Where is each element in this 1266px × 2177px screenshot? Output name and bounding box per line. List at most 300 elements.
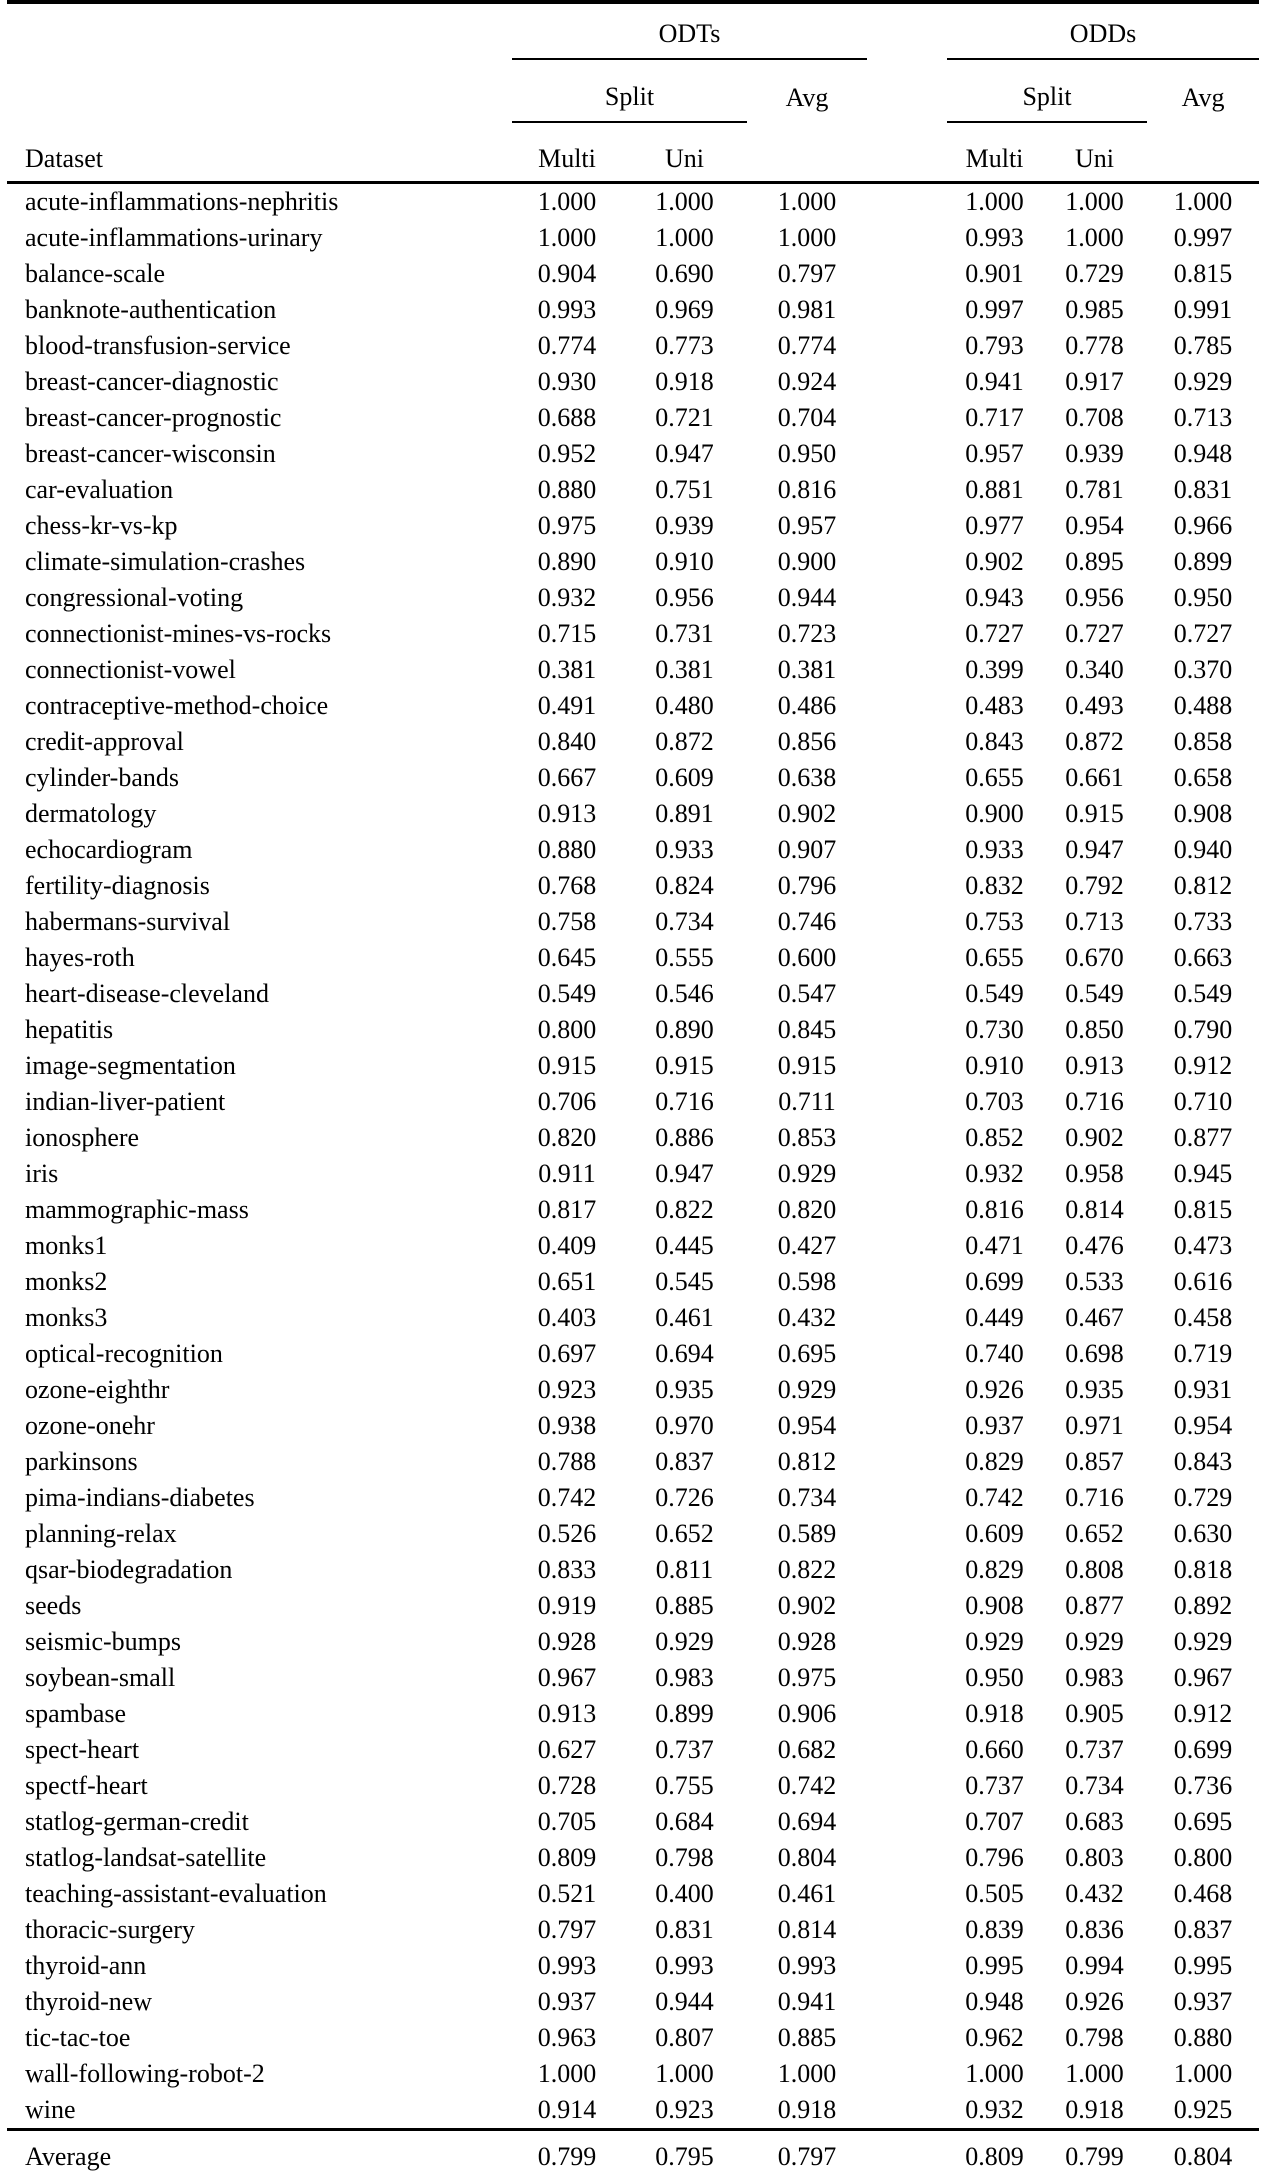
dataset-name: acute-inflammations-nephritis xyxy=(25,187,339,216)
odds-value-avg: 0.815 xyxy=(1173,1195,1233,1224)
odds-value-uni: 0.956 xyxy=(1065,583,1124,612)
odds-value-avg: 0.468 xyxy=(1173,1879,1233,1908)
row-gap xyxy=(867,1660,947,1696)
table-body xyxy=(7,183,1259,2130)
odts-value-avg: 0.816 xyxy=(777,475,837,504)
odts-value-multi: 0.890 xyxy=(537,547,597,576)
row-gap xyxy=(867,292,947,328)
row-gap xyxy=(867,1156,947,1192)
odts-value-avg: 0.694 xyxy=(777,1807,837,1836)
dataset-name: statlog-german-credit xyxy=(25,1807,249,1836)
row-gap xyxy=(867,436,947,472)
table-row xyxy=(7,616,1259,652)
odds-value-avg: 0.954 xyxy=(1173,1411,1233,1440)
odds-value-avg: 0.785 xyxy=(1173,331,1233,360)
split-header-odts xyxy=(512,59,747,122)
odts-value-avg: 0.432 xyxy=(777,1303,837,1332)
odts-value-uni: 0.461 xyxy=(655,1303,714,1332)
odds-value-uni: 0.850 xyxy=(1065,1015,1124,1044)
odds-value-uni: 0.877 xyxy=(1065,1591,1124,1620)
odds-value-avg: 1.000 xyxy=(1173,187,1233,216)
dataset-name: fertility-diagnosis xyxy=(25,871,210,900)
odts-value-uni: 0.694 xyxy=(655,1339,714,1368)
odds-value-multi: 0.997 xyxy=(965,295,1024,324)
table-row xyxy=(7,724,1259,760)
odts-value-uni: 0.652 xyxy=(655,1519,714,1548)
table-row xyxy=(7,256,1259,292)
odds-value-avg: 0.940 xyxy=(1173,835,1233,864)
table-row xyxy=(7,1372,1259,1408)
odts-value-multi: 0.967 xyxy=(537,1663,597,1692)
odds-value-uni: 0.729 xyxy=(1065,259,1124,288)
odds-value-multi: 0.933 xyxy=(965,835,1024,864)
odts-value-uni: 0.910 xyxy=(655,547,714,576)
row-gap xyxy=(867,2056,947,2092)
dataset-name: wall-following-robot-2 xyxy=(25,2059,265,2088)
table-row xyxy=(7,1732,1259,1768)
odds-value-avg: 0.699 xyxy=(1173,1735,1233,1764)
row-gap xyxy=(867,1408,947,1444)
odds-value-avg: 0.912 xyxy=(1173,1051,1233,1080)
group-header-odts xyxy=(512,2,867,59)
row-gap xyxy=(867,652,947,688)
odds-value-multi: 0.717 xyxy=(965,403,1024,432)
odts-value-uni: 0.755 xyxy=(655,1771,714,1800)
odds-value-multi: 0.926 xyxy=(965,1375,1024,1404)
odds-value-uni: 0.716 xyxy=(1065,1087,1124,1116)
odts-value-uni: 0.798 xyxy=(655,1843,714,1872)
row-gap xyxy=(867,400,947,436)
odds-value-uni: 0.698 xyxy=(1065,1339,1124,1368)
dataset-name: mammographic-mass xyxy=(25,1195,249,1224)
odts-value-uni: 0.807 xyxy=(655,2023,714,2052)
odds-value-uni: 1.000 xyxy=(1065,187,1124,216)
odts-value-uni: 0.918 xyxy=(655,367,714,396)
table-row xyxy=(7,760,1259,796)
odds-value-uni: 0.994 xyxy=(1065,1951,1124,1980)
table-row xyxy=(7,1552,1259,1588)
odds-value-avg: 0.695 xyxy=(1173,1807,1233,1836)
odds-value-uni: 0.533 xyxy=(1065,1267,1124,1296)
odds-value-multi: 0.852 xyxy=(965,1123,1024,1152)
odts-value-multi: 0.768 xyxy=(537,871,597,900)
average-label: Average xyxy=(25,2142,112,2171)
header-spacer xyxy=(7,59,512,122)
dataset-name: spectf-heart xyxy=(25,1771,148,1800)
table-row xyxy=(7,1948,1259,1984)
table-row xyxy=(7,1444,1259,1480)
odds-value-avg: 0.925 xyxy=(1173,2095,1233,2124)
odds-value-uni: 0.935 xyxy=(1065,1375,1124,1404)
dataset-name: seismic-bumps xyxy=(25,1627,181,1656)
odts-value-avg: 0.682 xyxy=(777,1735,837,1764)
row-gap xyxy=(867,1876,947,1912)
odts-value-avg: 0.954 xyxy=(777,1411,837,1440)
odds-value-uni: 0.716 xyxy=(1065,1483,1124,1512)
odts-value-uni: 1.000 xyxy=(655,223,714,252)
odts-value-multi: 0.915 xyxy=(537,1051,597,1080)
row-gap xyxy=(867,796,947,832)
row-gap xyxy=(867,616,947,652)
odds-value-uni: 0.857 xyxy=(1065,1447,1124,1476)
odts-value-multi: 0.932 xyxy=(537,583,597,612)
table-row xyxy=(7,220,1259,256)
odds-value-uni: 1.000 xyxy=(1065,223,1124,252)
odts-value-uni: 0.915 xyxy=(655,1051,714,1080)
odds-value-avg: 0.736 xyxy=(1173,1771,1233,1800)
odts-value-uni: 0.445 xyxy=(655,1231,714,1260)
odts-value-avg: 0.929 xyxy=(777,1159,837,1188)
odts-value-avg: 0.797 xyxy=(777,259,837,288)
dataset-name: indian-liver-patient xyxy=(25,1087,226,1116)
odds-value-avg: 0.729 xyxy=(1173,1483,1233,1512)
row-gap xyxy=(867,183,947,221)
odds-value-avg: 0.929 xyxy=(1173,1627,1233,1656)
odds-value-multi: 0.609 xyxy=(965,1519,1024,1548)
row-gap xyxy=(867,1804,947,1840)
dataset-name: hayes-roth xyxy=(25,943,135,972)
odts-value-uni: 0.716 xyxy=(655,1087,714,1116)
odds-value-avg: 0.549 xyxy=(1173,979,1233,1008)
table-row xyxy=(7,1660,1259,1696)
table-row xyxy=(7,1984,1259,2020)
odts-value-avg: 0.929 xyxy=(777,1375,837,1404)
odds-value-avg: 0.658 xyxy=(1173,763,1233,792)
odds-value-uni: 0.939 xyxy=(1065,439,1124,468)
odts-value-avg: 0.981 xyxy=(777,295,837,324)
odts-value-avg: 0.461 xyxy=(777,1879,837,1908)
row-gap xyxy=(867,328,947,364)
odts-value-avg: 0.918 xyxy=(777,2095,837,2124)
odds-value-avg: 0.899 xyxy=(1173,547,1233,576)
odts-value-avg: 0.900 xyxy=(777,547,837,576)
odds-value-uni: 0.683 xyxy=(1065,1807,1124,1836)
odts-value-avg: 0.902 xyxy=(777,799,837,828)
dataset-name: monks1 xyxy=(25,1231,108,1260)
odds-value-multi: 0.839 xyxy=(965,1915,1024,1944)
odts-value-avg: 0.804 xyxy=(777,1843,837,1872)
dataset-name: tic-tac-toe xyxy=(25,2023,131,2052)
table-header xyxy=(7,2,1259,183)
dataset-name: qsar-biodegradation xyxy=(25,1555,233,1584)
odts-value-uni: 0.811 xyxy=(655,1555,714,1584)
odds-value-multi: 0.737 xyxy=(965,1771,1024,1800)
odds-value-uni: 0.549 xyxy=(1065,979,1124,1008)
row-gap xyxy=(867,1480,947,1516)
odts-value-multi: 0.491 xyxy=(537,691,597,720)
odts-value-uni: 0.684 xyxy=(655,1807,714,1836)
header-spacer xyxy=(747,122,867,183)
odds-value-uni: 0.798 xyxy=(1065,2023,1124,2052)
odts-value-avg: 0.924 xyxy=(777,367,837,396)
odds-value-uni: 0.713 xyxy=(1065,907,1124,936)
dataset-name: iris xyxy=(25,1159,59,1188)
odds-value-uni: 0.954 xyxy=(1065,511,1124,540)
row-gap xyxy=(867,1588,947,1624)
odds-value-avg: 0.727 xyxy=(1173,619,1233,648)
odts-value-uni: 0.381 xyxy=(655,655,714,684)
odts-value-avg: 0.638 xyxy=(777,763,837,792)
odds-value-uni: 0.670 xyxy=(1065,943,1124,972)
odts-value-avg: 0.885 xyxy=(777,2023,837,2052)
odts-value-multi: 0.728 xyxy=(537,1771,597,1800)
odts-value-multi: 0.742 xyxy=(537,1483,597,1512)
odds-value-avg: 0.877 xyxy=(1173,1123,1233,1152)
odds-value-avg: 0.967 xyxy=(1173,1663,1233,1692)
odts-value-avg: 0.774 xyxy=(777,331,837,360)
odds-value-multi: 0.941 xyxy=(965,367,1024,396)
row-gap xyxy=(867,904,947,940)
odts-value-multi: 0.840 xyxy=(537,727,597,756)
odts-value-uni: 0.929 xyxy=(655,1627,714,1656)
row-gap xyxy=(867,220,947,256)
header-row-split xyxy=(7,59,1259,122)
odds-value-multi: 0.881 xyxy=(965,475,1024,504)
table-row xyxy=(7,1696,1259,1732)
odds-multi-column-header: Multi xyxy=(965,144,1024,173)
odds-value-multi: 0.962 xyxy=(965,2023,1024,2052)
odds-value-uni: 1.000 xyxy=(1065,2059,1124,2088)
row-gap xyxy=(867,472,947,508)
odts-value-avg: 0.812 xyxy=(777,1447,837,1476)
odts-value-uni: 0.886 xyxy=(655,1123,714,1152)
odts-value-uni: 0.993 xyxy=(655,1951,714,1980)
odds-value-multi: 0.730 xyxy=(965,1015,1024,1044)
odts-value-uni: 0.721 xyxy=(655,403,714,432)
odds-value-uni: 0.467 xyxy=(1065,1303,1124,1332)
dataset-name: climate-simulation-crashes xyxy=(25,547,306,576)
odds-value-uni: 0.734 xyxy=(1065,1771,1124,1800)
dataset-name: credit-approval xyxy=(25,727,184,756)
row-gap xyxy=(867,1732,947,1768)
odts-value-uni: 0.891 xyxy=(655,799,714,828)
odts-value-uni: 0.546 xyxy=(655,979,714,1008)
odds-value-avg: 0.488 xyxy=(1173,691,1233,720)
odts-value-uni: 0.824 xyxy=(655,871,714,900)
odts-value-multi: 0.904 xyxy=(537,259,597,288)
odts-value-uni: 0.923 xyxy=(655,2095,714,2124)
odts-value-multi: 0.788 xyxy=(537,1447,597,1476)
odds-value-uni: 0.803 xyxy=(1065,1843,1124,1872)
odts-value-uni: 0.726 xyxy=(655,1483,714,1512)
odts-value-multi: 0.833 xyxy=(537,1555,597,1584)
odts-value-avg: 0.993 xyxy=(777,1951,837,1980)
dataset-name: seeds xyxy=(25,1591,82,1620)
odds-value-uni: 0.708 xyxy=(1065,403,1124,432)
odds-value-multi: 0.918 xyxy=(965,1699,1024,1728)
odts-value-multi: 0.705 xyxy=(537,1807,597,1836)
odts-value-avg: 0.853 xyxy=(777,1123,837,1152)
dataset-name: planning-relax xyxy=(25,1519,177,1548)
table-row xyxy=(7,2020,1259,2056)
odts-value-multi: 0.993 xyxy=(537,1951,597,1980)
odds-value-uni: 0.917 xyxy=(1065,367,1124,396)
odds-value-uni: 0.737 xyxy=(1065,1735,1124,1764)
odts-value-avg: 0.598 xyxy=(777,1267,837,1296)
row-gap xyxy=(867,1840,947,1876)
odts-value-uni: 0.737 xyxy=(655,1735,714,1764)
dataset-name: cylinder-bands xyxy=(25,763,179,792)
dataset-name: teaching-assistant-evaluation xyxy=(25,1879,327,1908)
dataset-name: ionosphere xyxy=(25,1123,140,1152)
odts-value-uni: 0.831 xyxy=(655,1915,714,1944)
odds-value-multi: 0.829 xyxy=(965,1555,1024,1584)
odts-value-avg: 0.796 xyxy=(777,871,837,900)
dataset-name: chess-kr-vs-kp xyxy=(25,511,178,540)
row-gap xyxy=(867,1264,947,1300)
odds-value-multi: 0.910 xyxy=(965,1051,1024,1080)
odts-value-uni: 1.000 xyxy=(655,2059,714,2088)
odts-value-avg: 0.427 xyxy=(777,1231,837,1260)
odds-value-uni: 0.476 xyxy=(1065,1231,1124,1260)
row-gap xyxy=(867,1012,947,1048)
odds-value-multi: 0.977 xyxy=(965,511,1024,540)
odds-value-multi: 0.993 xyxy=(965,223,1024,252)
odts-value-multi: 0.928 xyxy=(537,1627,597,1656)
row-gap xyxy=(867,1300,947,1336)
dataset-name: connectionist-vowel xyxy=(25,655,236,684)
odts-value-uni: 0.970 xyxy=(655,1411,714,1440)
odds-value-avg: 0.812 xyxy=(1173,871,1233,900)
table-row xyxy=(7,1120,1259,1156)
odts-value-multi: 0.911 xyxy=(538,1159,596,1188)
odts-value-multi: 0.938 xyxy=(537,1411,597,1440)
odds-value-avg: 0.912 xyxy=(1173,1699,1233,1728)
odts-value-multi: 0.919 xyxy=(537,1591,597,1620)
dataset-name: connectionist-mines-vs-rocks xyxy=(25,619,332,648)
row-gap xyxy=(867,1120,947,1156)
odds-value-avg: 0.458 xyxy=(1173,1303,1233,1332)
odts-value-avg: 0.950 xyxy=(777,439,837,468)
odds-value-multi: 0.943 xyxy=(965,583,1024,612)
row-gap xyxy=(867,1696,947,1732)
row-gap xyxy=(867,2092,947,2130)
odts-value-uni: 1.000 xyxy=(655,187,714,216)
odds-value-uni: 0.958 xyxy=(1065,1159,1124,1188)
odds-value-multi: 0.902 xyxy=(965,547,1024,576)
odds-value-uni: 0.929 xyxy=(1065,1627,1124,1656)
table-row xyxy=(7,1480,1259,1516)
odds-value-multi: 0.900 xyxy=(965,799,1024,828)
odds-value-avg: 0.815 xyxy=(1173,259,1233,288)
odds-value-uni: 0.727 xyxy=(1065,619,1124,648)
odds-value-uni: 0.432 xyxy=(1065,1879,1124,1908)
row-gap xyxy=(867,1516,947,1552)
odds-value-avg: 0.818 xyxy=(1173,1555,1233,1584)
odts-value-avg: 0.845 xyxy=(777,1015,837,1044)
odts-value-multi: 0.880 xyxy=(537,835,597,864)
odds-value-multi: 0.816 xyxy=(965,1195,1024,1224)
odds-value-uni: 0.971 xyxy=(1065,1411,1124,1440)
row-gap xyxy=(867,760,947,796)
odts-value-avg: 0.704 xyxy=(777,403,837,432)
header-spacer xyxy=(1147,122,1259,183)
table-row xyxy=(7,1156,1259,1192)
odts-value-multi: 0.521 xyxy=(537,1879,597,1908)
dataset-name: banknote-authentication xyxy=(25,295,277,324)
odts-value-multi: 0.409 xyxy=(537,1231,597,1260)
dataset-name: ozone-onehr xyxy=(25,1411,155,1440)
odds-value-uni: 0.985 xyxy=(1065,295,1124,324)
row-gap xyxy=(867,940,947,976)
odds-value-uni: 0.661 xyxy=(1065,763,1124,792)
odds-value-multi: 0.957 xyxy=(965,439,1024,468)
table-row xyxy=(7,2056,1259,2092)
odds-value-avg: 0.733 xyxy=(1173,907,1233,936)
table-row xyxy=(7,832,1259,868)
odds-value-avg: 1.000 xyxy=(1173,2059,1233,2088)
odds-value-uni: 0.947 xyxy=(1065,835,1124,864)
odts-value-uni: 0.983 xyxy=(655,1663,714,1692)
odts-value-avg: 0.822 xyxy=(777,1555,837,1584)
odts-value-avg: 0.814 xyxy=(777,1915,837,1944)
odds-value-multi: 0.655 xyxy=(965,943,1024,972)
odts-value-uni: 0.751 xyxy=(655,475,714,504)
odds-value-multi: 0.950 xyxy=(965,1663,1024,1692)
odts-uni-column-header: Uni xyxy=(665,144,704,173)
odts-value-uni: 0.944 xyxy=(655,1987,714,2016)
odds-value-avg: 0.837 xyxy=(1173,1915,1233,1944)
odts-value-avg: 1.000 xyxy=(777,2059,837,2088)
odds-value-multi: 0.995 xyxy=(965,1951,1024,1980)
table-row xyxy=(7,183,1259,221)
odts-value-avg: 0.711 xyxy=(778,1087,836,1116)
odds-value-uni: 0.808 xyxy=(1065,1555,1124,1584)
dataset-name: soybean-small xyxy=(25,1663,176,1692)
odts-value-multi: 0.645 xyxy=(537,943,597,972)
table-row xyxy=(7,472,1259,508)
odts-value-multi: 0.817 xyxy=(537,1195,597,1224)
dataset-name: ozone-eighthr xyxy=(25,1375,170,1404)
odts-value-multi: 0.914 xyxy=(537,2095,597,2124)
table-row xyxy=(7,652,1259,688)
odds-value-multi: 0.932 xyxy=(965,2095,1024,2124)
odds-value-multi: 1.000 xyxy=(965,2059,1024,2088)
odds-value-avg: 0.991 xyxy=(1173,295,1233,324)
odts-value-uni: 0.545 xyxy=(655,1267,714,1296)
table-row xyxy=(7,1084,1259,1120)
results-table xyxy=(7,0,1259,2177)
odts-value-avg: 0.734 xyxy=(777,1483,837,1512)
table-row xyxy=(7,1408,1259,1444)
odds-value-multi: 0.727 xyxy=(965,619,1024,648)
odts-value-uni: 0.837 xyxy=(655,1447,714,1476)
odts-value-uni: 0.947 xyxy=(655,439,714,468)
group-header-odds xyxy=(947,2,1259,59)
odts-value-avg: 0.746 xyxy=(777,907,837,936)
odds-value-avg: 0.800 xyxy=(1173,1843,1233,1872)
odts-value-multi: 0.952 xyxy=(537,439,597,468)
odts-value-multi: 1.000 xyxy=(537,2059,597,2088)
table-row xyxy=(7,1588,1259,1624)
odts-value-uni: 0.872 xyxy=(655,727,714,756)
odds-value-uni: 0.792 xyxy=(1065,871,1124,900)
odds-value-multi: 0.549 xyxy=(965,979,1024,1008)
average-odds-multi: 0.809 xyxy=(965,2142,1024,2171)
table-row xyxy=(7,976,1259,1012)
table-row xyxy=(7,1336,1259,1372)
odds-value-multi: 0.703 xyxy=(965,1087,1024,1116)
table-row xyxy=(7,904,1259,940)
odds-value-multi: 0.483 xyxy=(965,691,1024,720)
dataset-name: spambase xyxy=(25,1699,127,1728)
odds-value-avg: 0.929 xyxy=(1173,367,1233,396)
header-gap xyxy=(867,2,947,59)
row-gap xyxy=(867,832,947,868)
odts-value-avg: 0.820 xyxy=(777,1195,837,1224)
odts-value-multi: 0.923 xyxy=(537,1375,597,1404)
odts-value-avg: 0.589 xyxy=(777,1519,837,1548)
